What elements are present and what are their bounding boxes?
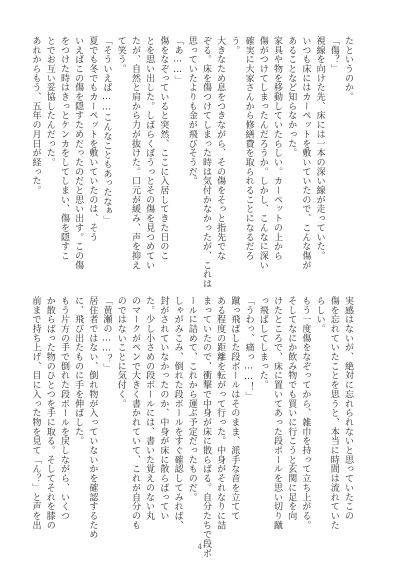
text-line: たが、自然と肩から力が抜けた。口元が緩み、声を抑え: [129, 36, 140, 270]
text-line: をつけた時はきっとケンカをしてしまい、傷を隠すこ: [58, 36, 69, 261]
text-line: 「うわっ、痛っ……！」: [243, 296, 254, 401]
page-number: 4: [197, 543, 203, 551]
text-line: もう片方の手で倒れた段ボールを戻しながら、いくつ: [58, 296, 69, 521]
text-line: 大きなため息をつきながら、その傷をそっと指先でな: [215, 36, 226, 261]
text-line: もう一度傷をなぞってから、雑巾を持って立ち上がる。: [300, 296, 311, 530]
text-line: 蹴っ飛ばした段ボールはそのまま、派手な音を立てて: [229, 296, 240, 521]
text-line: ールに詰めて、これから運ぶ予定だったものだ。: [186, 296, 197, 502]
text-line: いつも床にはカーペットを敷いていたので、こんな傷が: [300, 36, 311, 270]
text-line: に、飛び出たものに手を伸ばした。: [73, 296, 84, 446]
text-line: 実感はないが、絶対に忘れられないと思っていたこの: [343, 296, 353, 521]
text-line: そしてなにか飲み物でも買いに行こうと玄関に足を向: [286, 296, 297, 521]
text-line: 家具や物を移動していたらしい。カーペットの上から: [271, 36, 282, 261]
text-line: 確実に大家さんから修繕費を取られることになるだろ: [243, 36, 254, 261]
text-line: う。: [229, 36, 240, 55]
text-line: っ飛ばしてしまった。: [257, 296, 268, 390]
text-line: しゃがみこみ、倒れた段ボールをすぐ確認してみれば、: [172, 296, 183, 530]
text-line: のではないことに気付く。: [115, 296, 126, 409]
text-line: とでお互い妥協したんだった。: [44, 36, 55, 167]
text-line: 視線を向けた先、床には一本の深い線が走っていた。: [314, 36, 325, 261]
text-line: 前まで持ち上げ、目に入った物を見て「ん？」と声を出: [30, 296, 41, 530]
text-line: けたところで、床に置いてあった段ボールを思い切り蹴: [271, 296, 282, 530]
text-line: 傷を忘れていたことを思うと、本当に時間は流れていた: [328, 296, 339, 530]
text-line: て笑う。: [115, 36, 126, 74]
text-line: 「黄瀬の……？」: [101, 296, 112, 373]
text-line: のマークがペンで大きく書かれていて、これが自分のも: [129, 296, 140, 530]
text-line: らしい。: [314, 296, 325, 334]
text-line: 傷をなぞっていると突然、ここに入居してきた日のこ: [158, 36, 169, 261]
text-line: 夏でも冬でもカーペットを敷いていたのは、そう: [87, 36, 98, 242]
text-line: 居住者ではない、倒れ物が入っていないかを確認するため: [87, 296, 98, 540]
text-line: 傷がつけてしまったんだろうか。しかし、こんなに深い: [257, 36, 268, 270]
text-line: とを思い出した。しばらくぼうっとその傷を見つめてい: [144, 36, 155, 270]
text-line: 封がされていなかったのか、中身が床に散らばってい: [158, 296, 169, 521]
text-line: いえばこの傷を隠すためだったのだと思い出す。この傷: [73, 36, 84, 270]
text-line: まっていたので、衝撃で中身が床に散らばる。自分たちで段ボ: [200, 296, 211, 558]
text-line: 「傷？」: [328, 36, 339, 74]
text-line: ある程度の距離を転がって行った。中身がそれなりに詰: [215, 296, 226, 530]
text-line: 思っていたよりも金が飛びそうだ。: [186, 36, 197, 186]
text-line: あることなど知らなかった。: [286, 36, 297, 158]
text-line: か散らばった物のひとつを手に取る。そしてそれを膝の: [44, 296, 55, 530]
text-line: 「あ……」: [172, 36, 183, 85]
text-line: た。少し小さめの段ボールには、書いた覚えのない丸: [144, 296, 155, 521]
text-block-top: [30, 36, 355, 289]
text-line: たというのか。: [343, 36, 353, 102]
text-line: あれからもう、五年の月日が経った。: [30, 36, 41, 195]
text-block-bottom: [30, 296, 355, 558]
text-line: 「そういえば……こんなこともあったなぁ」: [101, 36, 112, 225]
text-line: ぞる。床を傷つけてしまった時は気付かなかったが、これは: [200, 36, 211, 289]
